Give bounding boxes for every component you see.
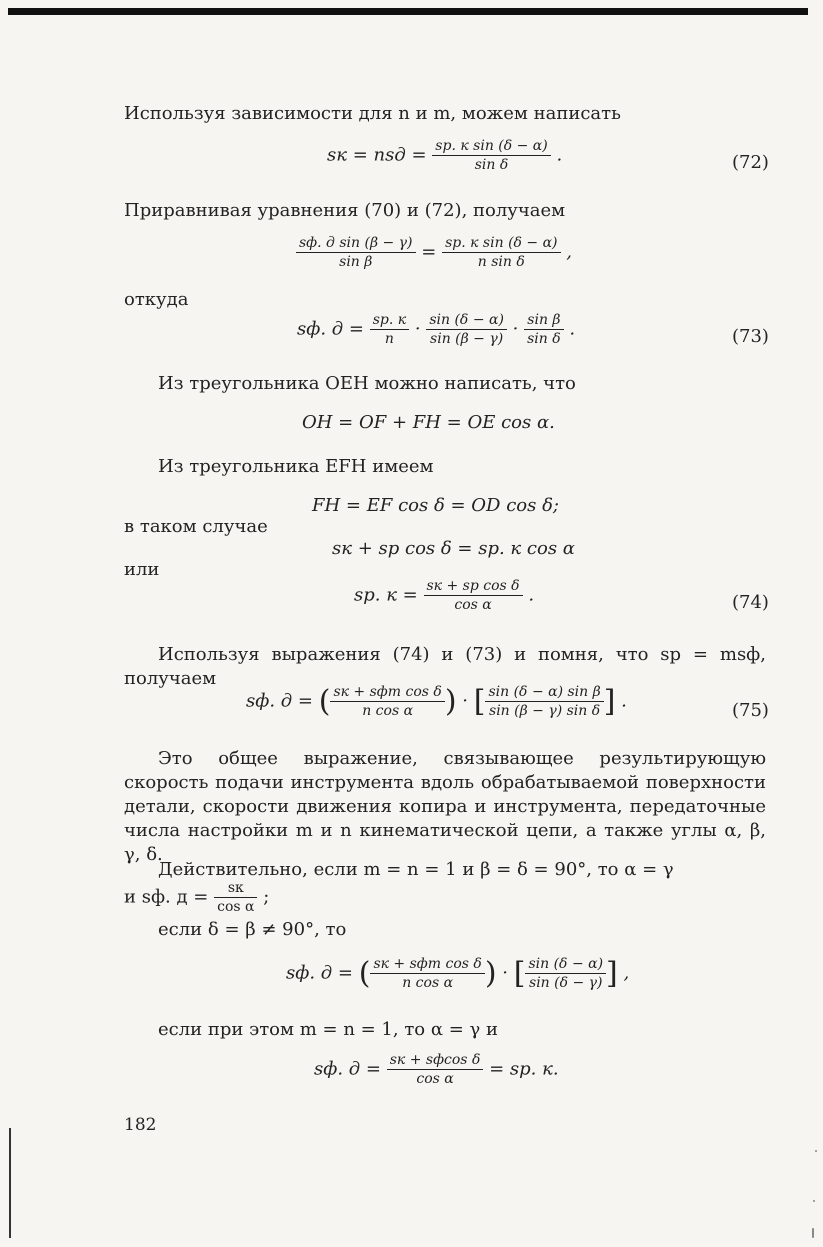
equation-75: sф. д = ( $\frac{\text{sк + sфm cos δ}}{\text{n cos α}}$ ) · [ $\frac{\text{sin (δ − α) sin β}}{\text{sin (β − γ) sin δ}}$ ] .	[246, 684, 627, 719]
equation-number: (74)	[732, 592, 769, 613]
equation-e: sф. д = ( $\frac{\text{sк + sфm cos δ}}{\text{n cos α}}$ ) · [ $\frac{\sin (\delta - \alpha)}{\sin (\delta - \gamma)}$ ] ,	[286, 956, 630, 991]
equation-fh: FH = EF cos δ = OD cos δ;	[312, 495, 559, 516]
paragraph-6: в таком случае	[124, 516, 268, 537]
paragraph-4: Из треугольника OEH можно написать, что	[158, 373, 576, 394]
paragraph-2: Приравнивая уравнения (70) и (72), получаем	[124, 200, 566, 221]
scan-speck	[813, 1200, 815, 1202]
page-number: 182	[124, 1115, 157, 1135]
equation-f: sф. д = $\frac{\text{sк + sфcos δ}}{\text{cos α}}$ = sр. к.	[314, 1052, 559, 1087]
paragraph-8: Используя выражения (74) и (73) и помня, что sр = msф, получаем	[124, 644, 766, 689]
equation-number: (72)	[732, 152, 769, 173]
paragraph-12: если δ = β ≠ 90°, то	[158, 919, 347, 940]
eq-left: sк = nsд =	[327, 144, 427, 166]
equation-73: sф. д = $\frac{sр. к}{n}$ · $\frac{\sin (\delta - \alpha)}{\sin (\beta - \gamma)}$ · $\frac{\text{sin β}}{\text{sin δ}}$ .	[297, 312, 576, 347]
paragraph-1: Используя зависимости для n и m, можем написать	[124, 103, 621, 124]
equation-unnumbered: $\frac{\text{sф. д sin (β − γ)}}{\text{sin β}}$ = $\frac{\text{sр. к sin (δ − α)}}{\text{n sin δ}}$ ,	[296, 235, 572, 270]
equation-74: sр. к = $\frac{\text{sк + sр cos δ}}{\text{cos α}}$ .	[354, 578, 535, 613]
paragraph-9: Это общее выражение, связывающее результирующую скорость подачи инструмента вдоль обрабатываемой поверхности детали, скорости движения копира и инструмента, передаточные числа настройки m и n кинематической цепи, а также углы α, β, γ, δ.	[124, 748, 766, 865]
scan-left-edge	[9, 1128, 11, 1238]
fraction: $\frac{\text{sр. к sin (δ − α)}}{\text{sin δ}}$	[432, 138, 550, 173]
paragraph-13: если при этом m = n = 1, то α = γ и	[158, 1019, 499, 1040]
equation-oh: OH = OF + FH = OE cos α.	[302, 412, 555, 433]
paragraph-7: или	[124, 559, 160, 580]
scan-speck	[812, 1228, 814, 1238]
equation-number: (73)	[732, 326, 769, 347]
scan-top-border	[8, 8, 808, 15]
paragraph-10: Действительно, если m = n = 1 и β = δ = 90°, то α = γ	[158, 859, 674, 880]
equation-72: sк = nsд = $\frac{\text{sр. к sin (δ − α)}}{\text{sin δ}}$ .	[327, 138, 563, 173]
paragraph-11: и sф. д = $\frac{sк}{\text{cos α}}$ ;	[124, 880, 270, 915]
scan-speck	[815, 1150, 817, 1152]
equation-s: sк + sр cos δ = sр. к cos α	[332, 538, 575, 559]
paragraph-3: откуда	[124, 289, 189, 310]
paragraph-5: Из треугольника EFH имеем	[158, 456, 434, 477]
equation-number: (75)	[732, 700, 769, 721]
